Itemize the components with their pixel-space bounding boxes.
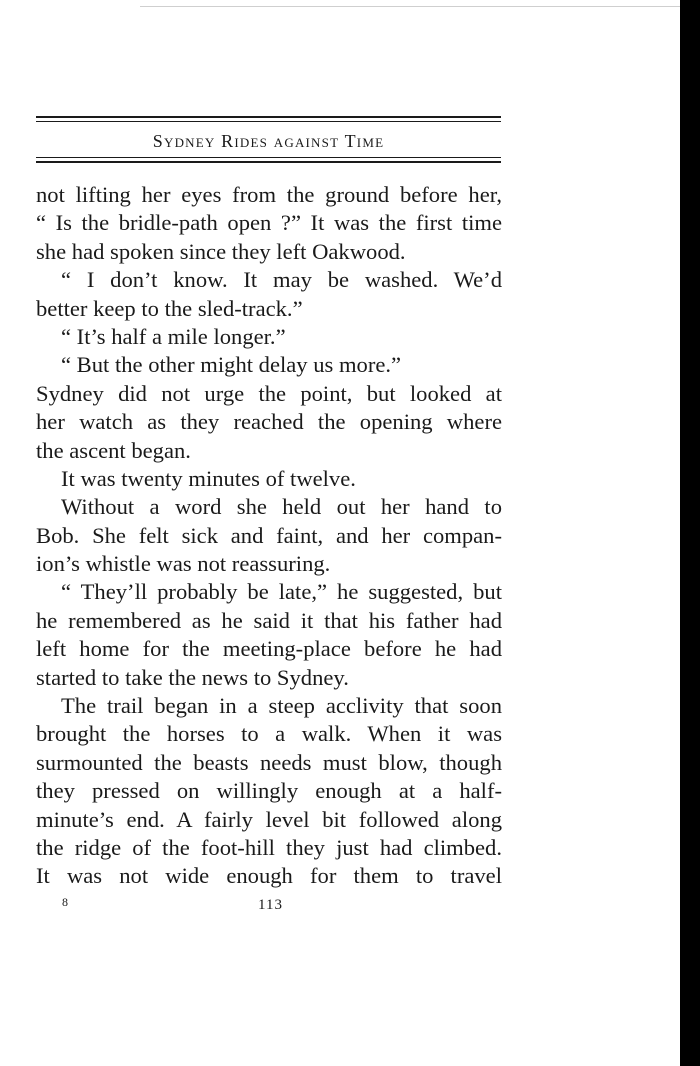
header-rule-top-thin (36, 121, 501, 122)
body-text (36, 181, 502, 891)
text-line: Bob. She felt sick and faint, and her compan- (36, 522, 502, 548)
text-line: Without a word she held out her hand to (61, 494, 502, 520)
text-line: Sydney did not urge the point, but looked at (36, 380, 502, 406)
text-line: It was not wide enough for them to travel (36, 863, 502, 889)
text-line: she had spoken since they left Oakwood. (36, 238, 406, 264)
header-rule-bottom-thick (36, 161, 501, 163)
text-line: “ They’ll probably be late,” he suggested, but (61, 579, 502, 605)
text-line: The trail began in a steep acclivity that soon (61, 693, 502, 719)
text-line: better keep to the sled-track.” (36, 295, 303, 321)
text-line: not lifting her eyes from the ground before her, (36, 182, 502, 207)
text-line: her watch as they reached the opening where (36, 409, 502, 435)
text-line: “ I don’t know. It may be washed. We’d (61, 267, 502, 293)
running-head: Sydney Rides against Time (152, 131, 385, 151)
page-number: 113 (258, 897, 283, 913)
text-line: “ It’s half a mile longer.” (61, 323, 286, 349)
text-line: he remembered as he said it that his father had (36, 607, 502, 633)
signature-mark: 8 (62, 895, 68, 909)
text-line: “ Is the bridle-path open ?” It was the first time (36, 210, 502, 236)
scan-dark-edge (680, 0, 700, 1066)
text-line: the ascent began. (36, 437, 191, 463)
text-line: minute’s end. A fairly level bit followed along (36, 806, 502, 832)
text-line: left home for the meeting-place before he had (36, 636, 502, 662)
text-line: It was twenty minutes of twelve. (61, 465, 356, 491)
text-line: “ But the other might delay us more.” (61, 352, 402, 378)
scan-top-mark (140, 6, 680, 7)
text-line: ion’s whistle was not reassuring. (36, 551, 331, 577)
text-line: brought the horses to a walk. When it was (36, 721, 502, 747)
text-line: the ridge of the foot-hill they just had climbed. (36, 834, 502, 860)
header-rule-top-thick (36, 116, 501, 118)
text-line: they pressed on willingly enough at a half- (36, 778, 502, 804)
text-line: started to take the news to Sydney. (36, 664, 349, 690)
header-rule-bottom-thin (36, 157, 501, 158)
text-line: surmounted the beasts needs must blow, though (36, 749, 502, 775)
